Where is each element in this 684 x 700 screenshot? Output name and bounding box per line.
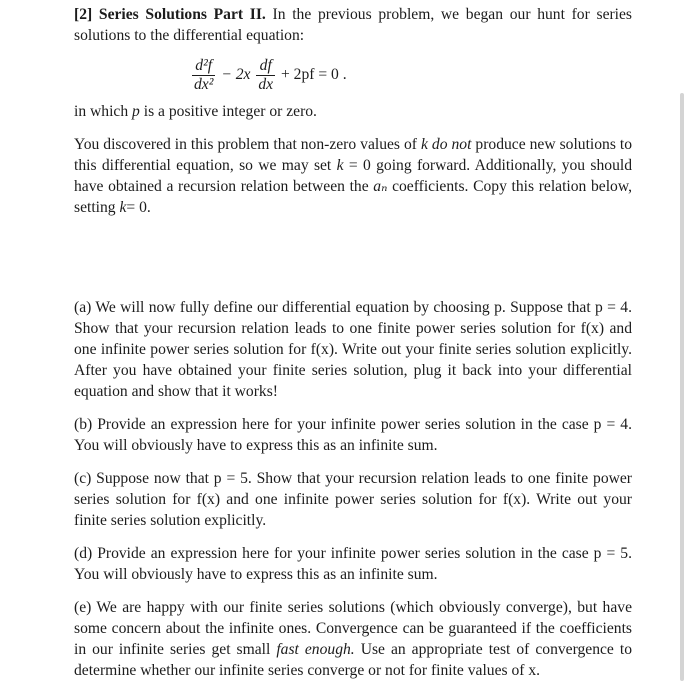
- part-b: (b) Provide an expression here for your infinite power series solution in the case p = 4. You will obviously have to express this as an infinite sum.: [74, 416, 632, 454]
- problem-title: Series Solutions Part II.: [98, 6, 266, 23]
- eq-tail: + 2pf = 0 .: [280, 66, 347, 84]
- k-variable: k: [336, 157, 344, 174]
- part-c: (c) Suppose now that p = 5. Show that your recursion relation leads to one finite power series solution for f(x) and one infinite power series solution for f(x). Write out your finite series solution explicitly.: [74, 470, 632, 529]
- fast-enough-emphasis: fast enough.: [276, 641, 355, 658]
- part-e: [74, 597, 632, 681]
- discovery-s1: You discovered in this problem that non-zero values of: [74, 136, 417, 153]
- part-d: (d) Provide an expression here for your infinite power series solution in the case p = 5. You will obviously have to express this as an infinite sum.: [74, 545, 632, 583]
- frac1-denominator: dx²: [194, 76, 214, 93]
- part-a: (a) We will now fully define our differential equation by choosing p. Suppose that p = 4. Show that your recursion relation leads to one finite power series solution for f(x) and one infinite power series solution for f(x). Write out your finite series solution explicitly. After you have obtained your finite series solution, plug it back into your differential equation and show that it works!: [74, 299, 632, 400]
- discovery-s5: coefficients. Copy this relation below, setting: [74, 178, 632, 216]
- p-variable: p: [132, 103, 140, 120]
- differential-equation: [190, 57, 347, 94]
- first-derivative-fraction: [256, 57, 275, 94]
- p-def-text-a: in which: [74, 103, 129, 120]
- problem-number: [2]: [74, 6, 93, 23]
- discovery-s3: produce new solutions to this differential equation, so we may set: [74, 136, 633, 174]
- p-def-text-b: is a positive integer or zero.: [143, 103, 317, 120]
- intro-text: In the previous problem, we began our hunt for series solutions to the differential equation:: [74, 6, 632, 44]
- scrollbar[interactable]: [680, 93, 684, 681]
- k-variable: k: [119, 199, 127, 216]
- discovery-s6: = 0.: [126, 199, 151, 216]
- a-n-variable: aₙ: [373, 178, 388, 195]
- problem-page: [74, 4, 632, 681]
- part-e-s1: (e) We are happy with our finite series solutions (which obviously converge), but have some concern about the infinite ones. Convergence can be guaranteed if the coefficients in our infinite series get small: [74, 599, 632, 658]
- second-derivative-fraction: [192, 57, 215, 94]
- discovery-paragraph: [74, 134, 632, 218]
- k-variable: k: [420, 136, 428, 153]
- part-e-s2: Use an appropriate test of convergence to determine whether our infinite series converge or not for finite values of x.: [74, 641, 632, 679]
- p-definition: [74, 101, 632, 122]
- do-not-emphasis: do not: [431, 136, 472, 153]
- frac2-denominator: dx: [258, 76, 274, 93]
- frac1-numerator: d²f: [192, 57, 215, 76]
- eq-middle-term: − 2x: [221, 66, 251, 84]
- problem-intro: [74, 4, 632, 46]
- discovery-s4: = 0 going forward. Additionally, you should have obtained a recursion relation between the: [74, 157, 632, 195]
- frac2-numerator: df: [256, 57, 275, 76]
